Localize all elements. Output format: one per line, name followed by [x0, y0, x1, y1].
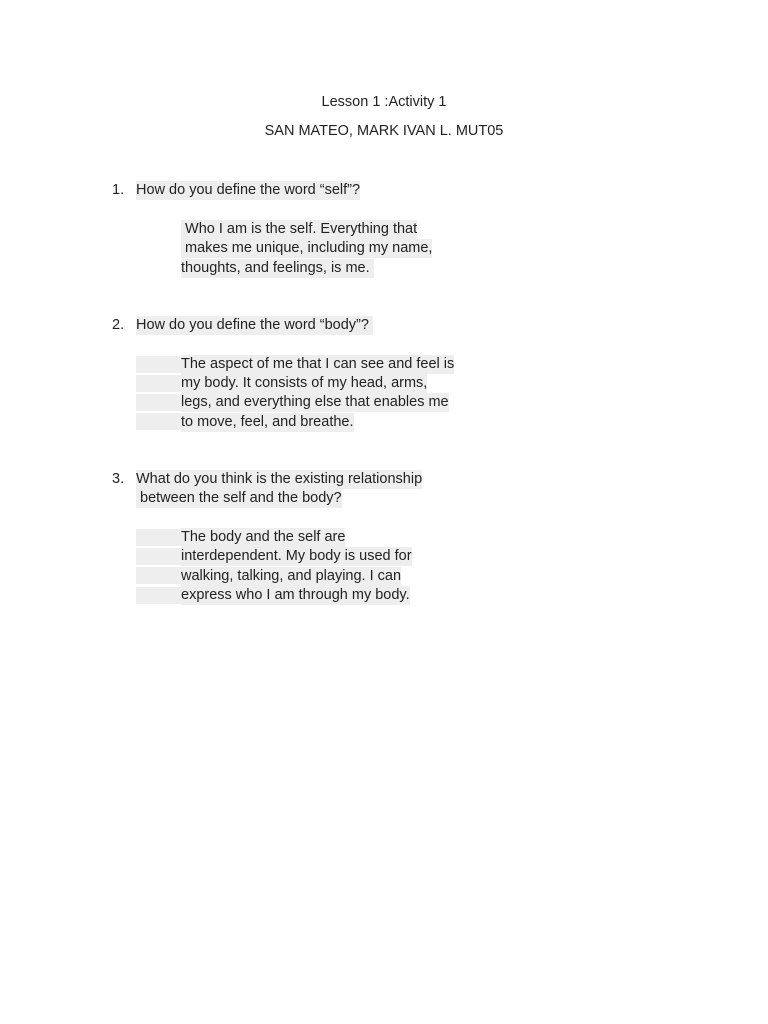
question-number-1: 1. — [112, 182, 125, 198]
answer-2-indent-3 — [136, 394, 181, 411]
answer-2-indent-1 — [136, 356, 181, 373]
answer-3-line-4: express who I am through my body. — [181, 587, 410, 603]
answer-2-line-2: my body. It consists of my head, arms, — [181, 375, 428, 391]
answer-3-indent-4 — [136, 587, 181, 604]
question-1-text: How do you define the word “self”? — [136, 182, 361, 198]
answer-3-indent-1 — [136, 529, 181, 546]
question-3-line-2: between the self and the body? — [136, 490, 342, 506]
answer-1-line-3: thoughts, and feelings, is me. — [181, 260, 374, 276]
question-number-2: 2. — [112, 317, 125, 333]
answer-2-line-3: legs, and everything else that enables me — [181, 394, 449, 410]
answer-1-line-2: makes me unique, including my name, — [181, 240, 433, 256]
answer-2-line-1: The aspect of me that I can see and feel is — [181, 356, 455, 372]
student-name: SAN MATEO, MARK IVAN L. MUT05 — [264, 123, 504, 139]
answer-2-indent-2 — [136, 375, 181, 392]
question-number-3: 3. — [112, 471, 125, 487]
question-3-line-1: What do you think is the existing relationship — [136, 471, 423, 487]
answer-3-line-3: walking, talking, and playing. I can — [181, 568, 402, 584]
answer-3-indent-3 — [136, 567, 181, 584]
question-2-text: How do you define the word “body”? — [136, 317, 373, 333]
answer-1-line-1: Who I am is the self. Everything that — [181, 221, 418, 237]
answer-2-indent-4 — [136, 413, 181, 430]
answer-3-indent-2 — [136, 548, 181, 565]
answer-2-line-4: to move, feel, and breathe. — [181, 414, 354, 430]
document-title: Lesson 1 :Activity 1 — [321, 94, 447, 110]
answer-3-line-1: The body and the self are — [181, 529, 346, 545]
answer-3-line-2: interdependent. My body is used for — [181, 548, 412, 564]
